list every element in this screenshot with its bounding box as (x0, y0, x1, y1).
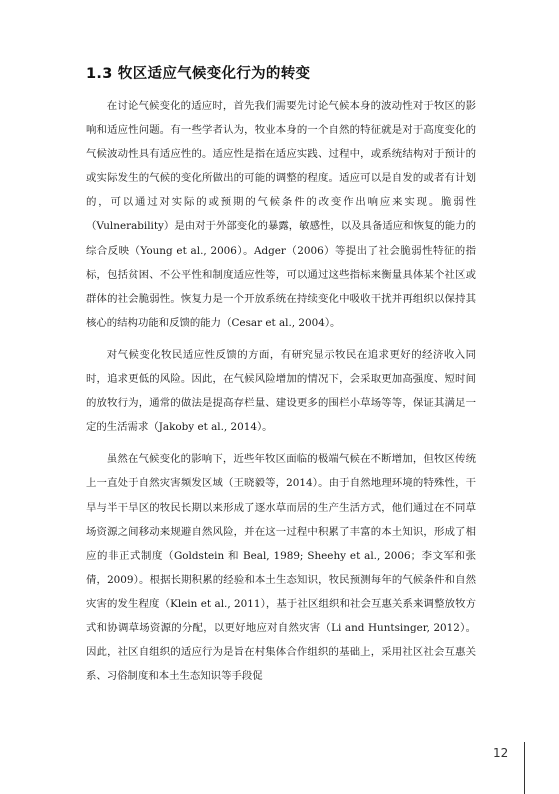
paragraph-traditional-knowledge: 虽然在气候变化的影响下，近些年牧区面临的极端气候在不断增加，但牧区传统上一直处于自然灾害频发区域（王晓毅等，2014）。由于自然地理环境的特殊性，干旱与半干旱区的牧民长期以来形成了逐水草而居的生产生活方式，他们通过在不同草场资源之间移动来规避自然风险，并在这一过程中积累了丰富的本土知识，形成了相应的非正式制度（Goldstein 和 Beal, 1989; Sheehy et al., 2006；李文军和张倩，2009）。根据长期积累的经验和本土生态知识，牧民预测每年的气候条件和自然灾害的发生程度（Klein et al., 2011），基于社区组织和社会互惠关系来调整放牧方式和协调草场资源的分配，以更好地应对自然灾害（Li and Huntsinger, 2012）。因此，社区自组织的适应行为是旨在村集体合作组织的基础上，采用社区社会互惠关系、习俗制度和本土生态知识等手段促 (86, 453, 476, 683)
page-number: 12 (493, 746, 509, 760)
paragraph-adaptation-vulnerability: 在讨论气候变化的适应时，首先我们需要先讨论气候本身的波动性对于牧区的影响和适应性问题。有一些学者认为，牧业本身的一个自然的特征就是对于高度变化的气候波动性具有适应性的。适应性是指在适应实践、过程中，或系统结构对于预计的或实际发生的气候的变化所做出的可能的调整的程度。适应可以是自发的或者有计划的，可以通过对实际的或预期的气候条件的改变作出响应来实现。脆弱性（Vulnerability）是由对于外部变化的暴露，敏感性，以及具备适应和恢复的能力的综合反映（Young et al., 2006）。Adger（2006）等提出了社会脆弱性特征的指标，包括贫困、不公平性和制度适应性等，可以通过这些指标来衡量具体某个社区或群体的社会脆弱性。恢复力是一个开放系统在持续变化中吸收干扰并再组织以保持其核心的结构功能和反馈的能力（Cesar et al., 2004）。 (86, 100, 476, 329)
body-text (86, 94, 476, 696)
paragraph-herder-feedback: 对气候变化牧民适应性反馈的方面，有研究显示牧民在追求更好的经济收入同时，追求更低的风险。因此，在气候风险增加的情况下，会采取更加高强度、短时间的放牧行为，通常的做法是提高存栏量、建设更多的围栏小草场等等，保证其满足一定的生活需求（Jakoby et al., 2014）。 (86, 348, 476, 434)
margin-rule (524, 742, 525, 794)
section-heading: 1.3 牧区适应气候变化行为的转变 (86, 66, 311, 82)
